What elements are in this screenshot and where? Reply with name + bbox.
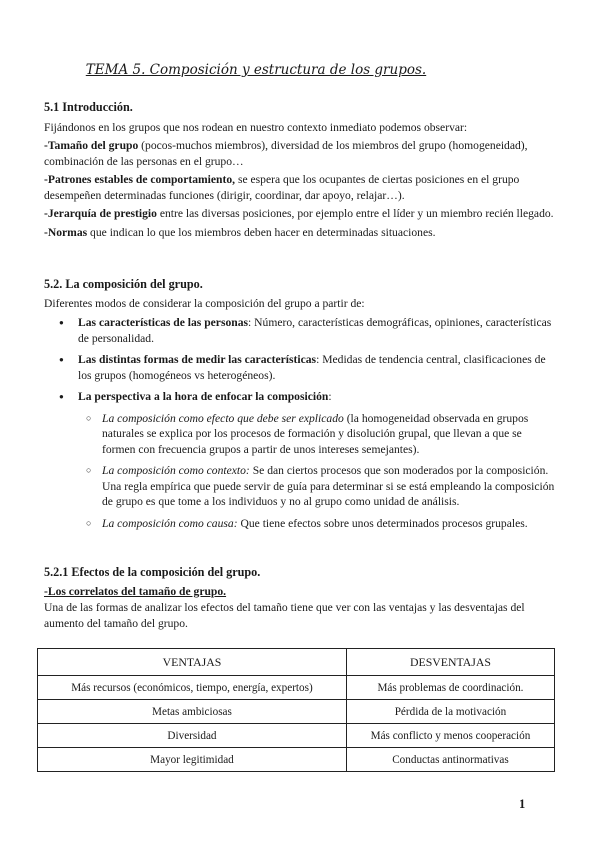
description: que indican lo que los miembros deben hacer en determinadas situaciones. [87,225,436,239]
list-item [44,411,556,458]
description: se espera que los ocupantes de ciertas posiciones en el grupo desempeñen determinadas funciones (dirigir, coordinar, dar apoyo, relajar…). [44,173,520,202]
description: : Número, características demográficas, opiniones, características de personalidad. [78,316,552,345]
term: -Patrones estables de comportamiento, [44,173,236,186]
table-cell: Más problemas de coordinación. [346,676,554,700]
table-row [38,748,555,772]
subsection-heading: -Los correlatos del tamaño de grupo. [44,584,227,598]
list-item [44,225,556,241]
list-item [44,352,556,383]
table-row [38,724,555,748]
paragraph: Diferentes modos de considerar la composición del grupo a partir de: [44,296,365,310]
list-item [44,315,556,346]
term: La composición como causa: [102,516,238,530]
document-title: TEMA 5. Composición y estructura de los grupos. [85,62,427,78]
sub-list [44,411,556,532]
table-row [38,676,555,700]
section-composition [44,277,556,537]
column-header: VENTAJAS [38,649,347,676]
term: -Tamaño del grupo [44,139,139,152]
table-header-row [38,649,555,676]
term: -Jerarquía de prestigio [44,207,157,220]
table-cell: Pérdida de la motivación [346,700,554,724]
table-cell: Mayor legitimidad [38,748,347,772]
list-item [44,516,556,532]
section-heading: 5.1 Introducción. [44,100,133,114]
page-number: 1 [519,797,526,811]
bullet-list [44,315,556,405]
table-cell: Más recursos (económicos, tiempo, energía, expertos) [38,676,347,700]
term: Las características de las personas [78,316,249,329]
list-item [44,172,556,203]
table-cell: Metas ambiciosas [38,700,347,724]
section-heading: 5.2.1 Efectos de la composición del grupo. [44,565,261,579]
table-cell: Conductas antinormativas [346,748,554,772]
advantages-table [37,648,555,772]
paragraph: Una de las formas de analizar los efectos del tamaño tiene que ver con las ventajas y las desventajas del aumento del tamaño del grupo. [44,601,525,630]
column-header: DESVENTAJAS [346,649,554,676]
table-row [38,700,555,724]
description: Se dan ciertos procesos que son moderados por la composición. Una regla empírica que puede servir de guía para determinar si se está empleando la composición de grupo es que tome a los individuos y no al grupo como unidad de análisis. [102,464,555,508]
list-item [44,463,556,510]
term: La composición como efecto que debe ser explicado [102,411,344,425]
list-item [44,138,556,169]
list-item [44,206,556,222]
section-heading: 5.2. La composición del grupo. [44,277,203,291]
description: : [328,390,332,403]
description: Que tiene efectos sobre unos determinados procesos grupales. [237,516,528,530]
description: (pocos-muchos miembros), diversidad de los miembros del grupo (homogeneidad), combinación de las personas en el grupo… [44,139,528,168]
paragraph: Fijándonos en los grupos que nos rodean en nuestro contexto inmediato podemos observar: [44,120,468,134]
table-cell: Más conflicto y menos cooperación [346,724,554,748]
term: La perspectiva a la hora de enfocar la composición [78,390,329,403]
description: (la homogeneidad observada en grupos naturales se explica por los procesos de formación y disolución grupal, que llevan a que se formen con frecuencia grupos a partir de unos intereses semejantes). [102,411,529,456]
description: entre las diversas posiciones, por ejemplo entre el líder y un miembro recién llegado. [156,207,554,220]
section-effects [44,565,556,631]
description: : Medidas de tendencia central, clasificaciones de los grupos (homogéneos vs heterogéneos). [78,353,546,382]
table-cell: Diversidad [38,724,347,748]
list-item [44,389,556,405]
term: -Normas [44,225,88,239]
term: Las distintas formas de medir las características [78,353,317,366]
term: La composición como contexto: [102,464,250,477]
section-introduction [44,100,556,240]
